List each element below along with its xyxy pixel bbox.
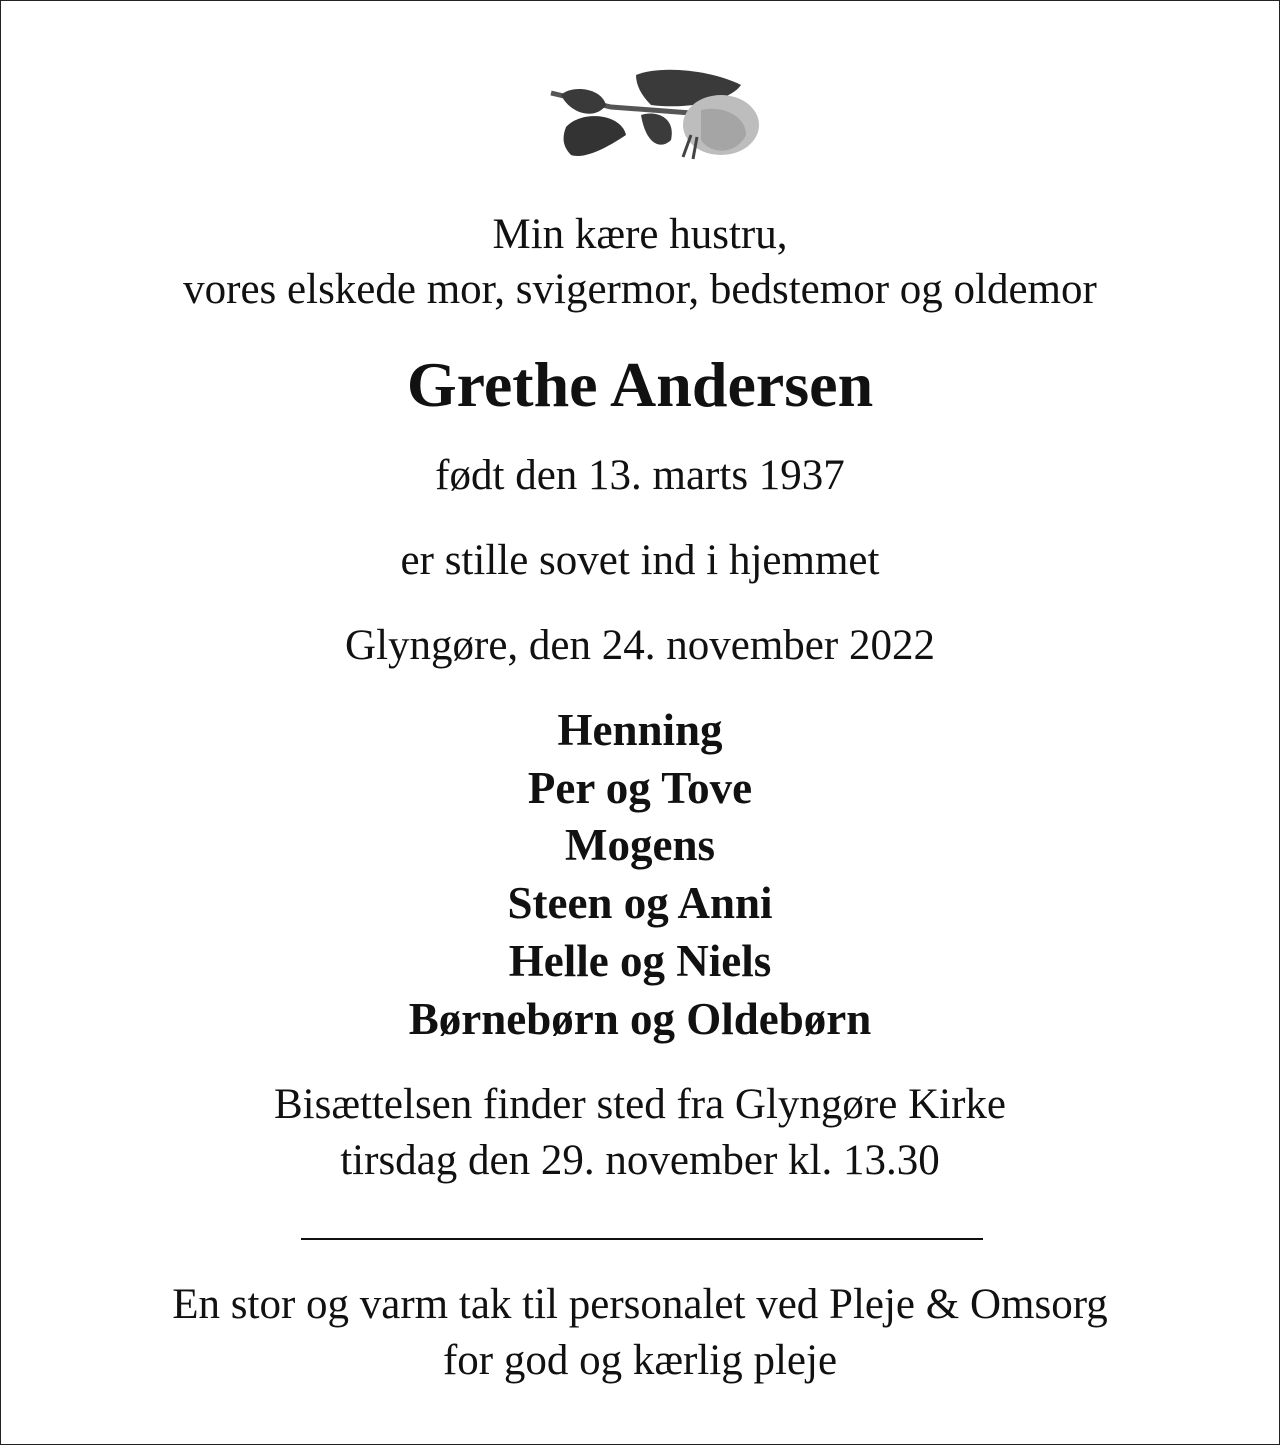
rose-icon: [541, 65, 761, 165]
intro-line-2: vores elskede mor, svigermor, bedstemor og oldemor: [183, 266, 1097, 313]
place-date: Glyngøre, den 24. november 2022: [345, 622, 935, 669]
family-member: Per og Tove: [527, 763, 753, 813]
thanks-line-1: En stor og varm tak til personalet ved Pleje & Omsorg: [172, 1281, 1108, 1328]
family-member: Børnebørn og Oldebørn: [408, 994, 872, 1044]
birth-date: født den 13. marts 1937: [435, 452, 845, 499]
family-member: Steen og Anni: [507, 878, 773, 928]
passing-text: er stille sovet ind i hjemmet: [400, 537, 880, 584]
thanks-line-2: for god og kærlig pleje: [442, 1337, 838, 1384]
family-member: Helle og Niels: [508, 936, 772, 986]
funeral-line-1: Bisættelsen finder sted fra Glyngøre Kirke: [273, 1081, 1006, 1128]
divider: [301, 1238, 983, 1240]
family-member: Mogens: [565, 820, 715, 870]
intro-line-1: Min kære hustru,: [492, 211, 788, 258]
deceased-name: Grethe Andersen: [406, 349, 874, 420]
family-member: Henning: [557, 705, 723, 755]
funeral-line-2: tirsdag den 29. november kl. 13.30: [340, 1137, 940, 1184]
